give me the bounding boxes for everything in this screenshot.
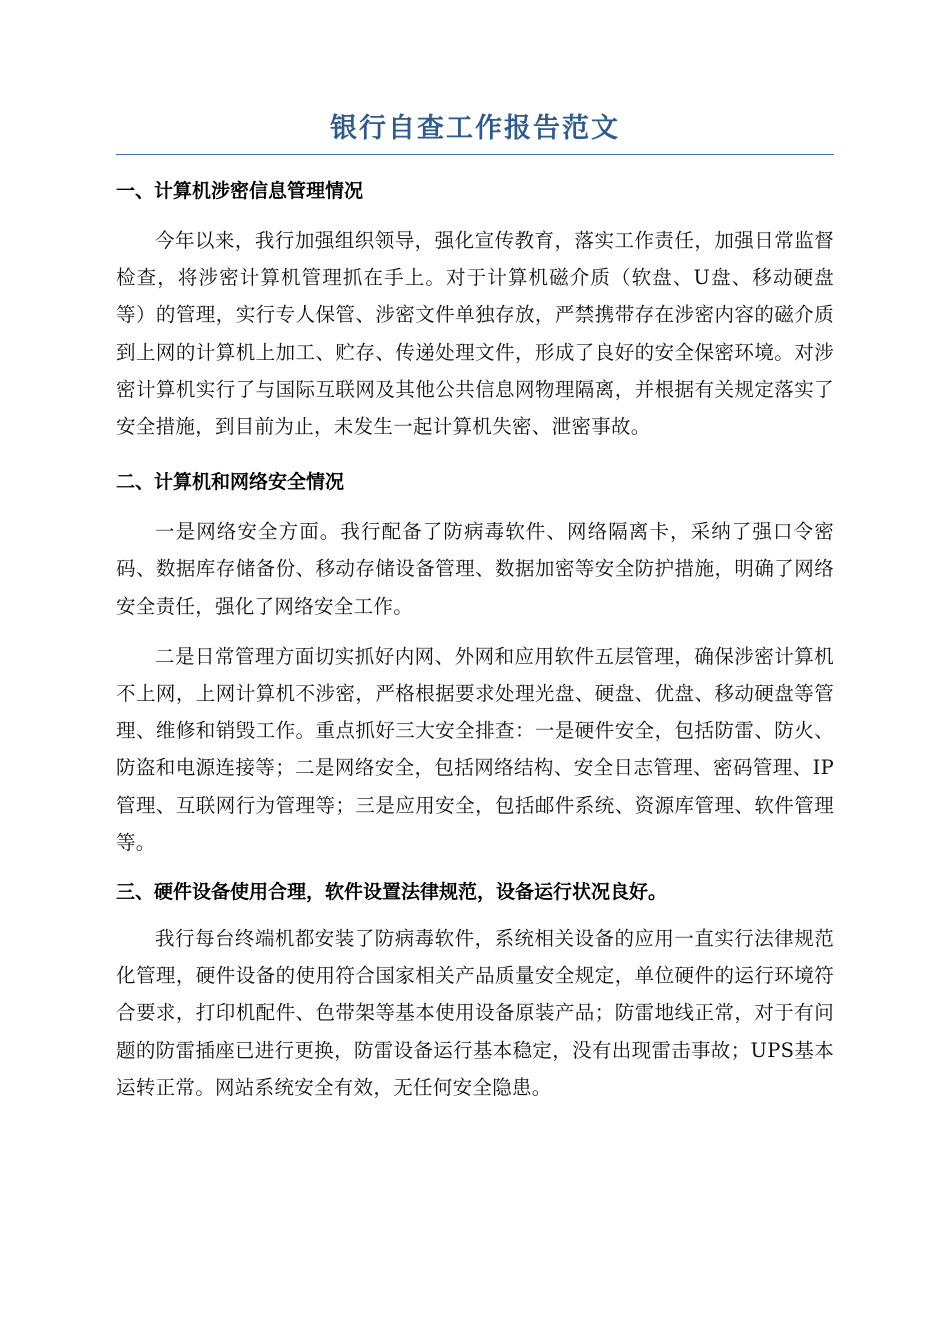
section-heading-2: 二、计算机和网络安全情况 — [116, 471, 345, 494]
section-2-paragraph-2: 二是日常管理方面切实抓好内网、外网和应用软件五层管理，确保涉密计算机不上网，上网计算机不涉密，严格根据要求处理光盘、硬盘、优盘、移动硬盘等管理、维修和销毁工作。重点抓好三大安全排查：一是硬件安全，包括防雷、防火、防盗和电源连接等；二是网络安全，包括网络结构、安全日志管理、密码管理、IP管理、互联网行为管理等；三是应用安全，包括邮件系统、资源库管理、软件管理等。 — [116, 644, 834, 854]
document-page — [116, 112, 834, 1106]
section-1-paragraph-1: 今年以来，我行加强组织领导，强化宣传教育，落实工作责任，加强日常监督检查，将涉密计算机管理抓在手上。对于计算机磁介质（软盘、U盘、移动硬盘等）的管理，实行专人保管、涉密文件单独存放，严禁携带存在涉密内容的磁介质到上网的计算机上加工、贮存、传递处理文件，形成了良好的安全保密环境。对涉密计算机实行了与国际互联网及其他公共信息网物理隔离，并根据有关规定落实了安全措施，到目前为止，未发生一起计算机失密、泄密事故。 — [116, 229, 834, 439]
section-3-paragraph-1: 我行每台终端机都安装了防病毒软件，系统相关设备的应用一直实行法律规范化管理，硬件设备的使用符合国家相关产品质量安全规定，单位硬件的运行环境符合要求，打印机配件、色带架等基本使用设备原装产品；防雷地线正常，对于有问题的防雷插座已进行更换，防雷设备运行基本稳定，没有出现雷击事故；UPS基本运转正常。网站系统安全有效，无任何安全隐患。 — [116, 927, 834, 1099]
document-title: 银行自查工作报告范文 — [116, 112, 834, 155]
section-heading-3: 三、硬件设备使用合理，软件设置法律规范，设备运行状况良好。 — [116, 881, 668, 904]
section-2-paragraph-1: 一是网络安全方面。我行配备了防病毒软件、网络隔离卡，采纳了强口令密码、数据库存储备份、移动存储设备管理、数据加密等安全防护措施，明确了网络安全责任，强化了网络安全工作。 — [116, 520, 834, 618]
section-heading-1: 一、计算机涉密信息管理情况 — [116, 180, 364, 202]
